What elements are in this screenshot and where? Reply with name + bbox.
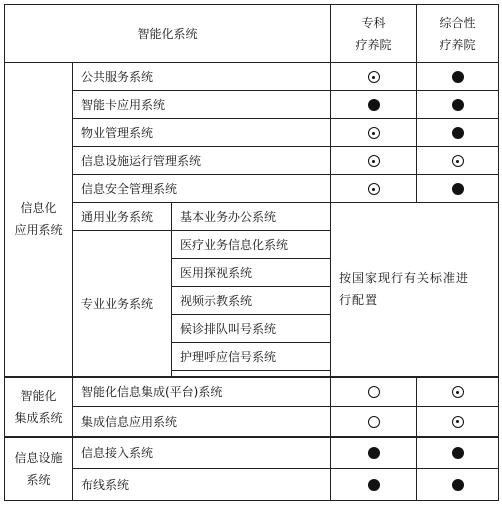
open-circle-icon: [368, 416, 380, 428]
filled-circle-icon: [452, 127, 464, 139]
cell-general: [417, 175, 499, 203]
config-note: [331, 203, 499, 377]
row-label: 医疗业务信息化系统: [172, 231, 331, 259]
filled-circle-icon: [452, 479, 464, 491]
dotted-circle-icon: [368, 127, 380, 139]
dotted-circle-icon: [452, 416, 464, 428]
cell-specialist: [331, 147, 417, 175]
cell-general: [417, 437, 499, 469]
section-info-app: [5, 63, 73, 377]
section-integration: [5, 377, 73, 437]
section-infra-line1: 信息设施: [14, 450, 63, 465]
filled-circle-icon: [452, 183, 464, 195]
section-infra: [5, 437, 73, 501]
row-label: 基本业务办公系统: [172, 203, 331, 231]
header-specialist-line2: 疗养院: [355, 37, 392, 52]
table-row: [5, 119, 499, 147]
row-label: 信息接入系统: [73, 437, 331, 469]
section-info-app-line1: 信息化: [20, 201, 57, 216]
dotted-circle-icon: [368, 155, 380, 167]
header-system: 智能化系统: [5, 5, 331, 63]
header-row: [5, 5, 499, 63]
table-row: [5, 407, 499, 437]
cell-specialist: [331, 119, 417, 147]
section-info-app-line2: 应用系统: [14, 223, 63, 238]
cell-specialist: [331, 63, 417, 91]
row-label: 信息安全管理系统: [73, 175, 331, 203]
cell-general: [417, 63, 499, 91]
group-professional-business: 专业业务系统: [73, 231, 172, 377]
row-label: 公共服务系统: [73, 63, 331, 91]
cell-general: [417, 119, 499, 147]
config-note-line2: 行配置: [339, 293, 379, 308]
header-general: [417, 5, 499, 63]
filled-circle-icon: [368, 479, 380, 491]
cell-specialist: [331, 377, 417, 407]
header-specialist-line1: 专科: [361, 15, 386, 30]
cell-specialist: [331, 407, 417, 437]
dotted-circle-icon: [452, 386, 464, 398]
cell-general: [417, 91, 499, 119]
header-general-line2: 疗养院: [439, 37, 476, 52]
cell-general: [417, 469, 499, 501]
filled-circle-icon: [368, 99, 380, 111]
cell-specialist: [331, 91, 417, 119]
section-infra-line2: 系统: [26, 472, 51, 487]
cell-general: [417, 147, 499, 175]
table-row: [5, 203, 499, 231]
open-circle-icon: [368, 386, 380, 398]
row-label: 集成信息应用系统: [73, 407, 331, 437]
section-integration-line2: 集成系统: [14, 410, 63, 425]
table-row: [5, 469, 499, 501]
row-label: 智能卡应用系统: [73, 91, 331, 119]
group-general-business: 通用业务系统: [73, 203, 172, 231]
row-label: 候诊排队叫号系统: [172, 315, 331, 343]
dotted-circle-icon: [452, 155, 464, 167]
table-row: [5, 377, 499, 407]
cell-specialist: [331, 469, 417, 501]
row-label: 信息设施运行管理系统: [73, 147, 331, 175]
filled-circle-icon: [368, 447, 380, 459]
config-table: [4, 4, 499, 501]
header-specialist: [331, 5, 417, 63]
config-note-line1: 按国家现行有关标准进: [339, 271, 470, 286]
row-label: 护理呼应信号系统: [172, 343, 331, 371]
dotted-circle-icon: [368, 71, 380, 83]
table-row: [5, 63, 499, 91]
cell-specialist: [331, 175, 417, 203]
row-label: 视频示教系统: [172, 287, 331, 315]
row-label: 布线系统: [73, 469, 331, 501]
cell-specialist: [331, 437, 417, 469]
table-row: [5, 91, 499, 119]
table-row: [5, 175, 499, 203]
dotted-circle-icon: [368, 183, 380, 195]
table-row: [5, 147, 499, 175]
filled-circle-icon: [452, 447, 464, 459]
row-label: 物业管理系统: [73, 119, 331, 147]
row-label: 医用探视系统: [172, 259, 331, 287]
cell-general: [417, 377, 499, 407]
row-label: 智能化信息集成(平台)系统: [73, 377, 331, 407]
filled-circle-icon: [452, 71, 464, 83]
filled-circle-icon: [452, 99, 464, 111]
header-general-line1: 综合性: [439, 15, 476, 30]
section-integration-line1: 智能化: [20, 388, 57, 403]
cell-general: [417, 407, 499, 437]
table-row: [5, 437, 499, 469]
